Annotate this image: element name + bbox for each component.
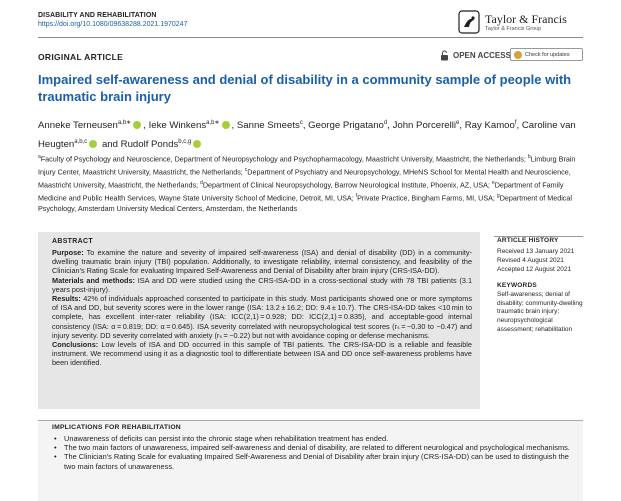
revised-date: Revised 4 August 2021 bbox=[497, 257, 564, 264]
publisher-lamp-icon bbox=[458, 10, 480, 34]
article-history bbox=[497, 247, 574, 274]
list-item: • The Clinician's Rating Scale for evaluating Impaired Self-Awareness and Denial of Disability after brain injury (CRS-ISA-DD) can be used to distinguish the two main factors of unawareness. bbox=[52, 452, 572, 470]
author-name[interactable]: Rudolf Ponds bbox=[120, 139, 179, 151]
author-affiliation-marker: e bbox=[456, 120, 460, 126]
header-rule bbox=[38, 37, 583, 38]
list-item: • Unawareness of deficits can persist into the chronic stage when rehabilitation treatment has ended. bbox=[52, 434, 572, 443]
author-affiliation-marker: f bbox=[514, 120, 517, 126]
check-updates-icon bbox=[514, 51, 522, 59]
purpose-text: To examine the nature and severity of impaired self-awareness (ISA) and denial of disability (DD) in a community-dwelling traumatic brain injury (TBI) population. Additionally, to investigate reliability, internal consistency, and feasibility of the Clinician's Rating Scale for evaluating Impaired Self-Awareness and Denial of Disability after brain injury (CRS-ISA-DD). bbox=[52, 248, 472, 276]
results-label: Results: bbox=[52, 294, 81, 304]
publisher-name: Taylor & Francis bbox=[485, 12, 567, 26]
article-title: Impaired self-awareness and denial of disability in a community sample of people with traumatic brain injury bbox=[38, 72, 572, 104]
orcid-icon[interactable] bbox=[222, 121, 230, 129]
author-name[interactable]: Sanne Smeets bbox=[236, 120, 300, 132]
author-name[interactable]: George Prigatano bbox=[308, 120, 384, 132]
implications-heading: IMPLICATIONS FOR REHABILITATION bbox=[52, 424, 181, 431]
affiliation-marker: d bbox=[200, 179, 203, 186]
open-access-lock-icon bbox=[440, 50, 449, 61]
check-for-updates-button[interactable] bbox=[510, 48, 583, 61]
author-name[interactable]: Ieke Winkens bbox=[148, 120, 207, 132]
affiliation-text: Private Practice, Bingham Farms, MI, USA; bbox=[357, 193, 497, 203]
conclusions-label: Conclusions: bbox=[52, 340, 99, 350]
results-text: 42% of individuals approached consented to participate in this study. Most participants showed one or more symptoms of ISA and DD, but severity scores were in the lower range (ISA: 13.2 ± 16.2; DD: 9.4 ± 10.7). The CRS-ISA-DD takes <10 min to complete, has excellent inter-rater reliability (ISA: ICC(2,1) = 0.928; DD: ICC(2,1) = 0.835), and acceptable-good internal consistency (ISA: α = 0.819; DD: α = 0.645). ISA severity correlated with neuropsychological test scores (rₛ = −0.30 to −0.47) and injury severity. DD severity correlated with anxiety (rₛ = −0.22) but not with avoidance coping or defense mechanisms. bbox=[52, 294, 472, 340]
implications-list bbox=[52, 434, 572, 471]
affiliation-marker: b bbox=[527, 154, 531, 160]
author-name[interactable]: John Porcerelli bbox=[392, 120, 457, 132]
author-affiliation-marker: b,c,g bbox=[178, 139, 192, 146]
affiliation-text: Department of Psychiatry and Neuropsychology, MHeNS School for Mental Health and Neuroscience, Maastricht University, Maastricht, the Netherlands; bbox=[38, 167, 571, 190]
author-name[interactable]: Caroline van Heugten bbox=[38, 120, 576, 151]
orcid-icon[interactable] bbox=[193, 140, 201, 148]
conclusions-text: Low levels of ISA and DD occurred in this sample of TBI patients. The CRS-ISA-DD is a reliable and feasible instrument. We recommend using it as a diagnostic tool to differentiate between ISA and DD once self-awareness problems have been identified. bbox=[52, 340, 472, 368]
publisher-logo[interactable] bbox=[458, 10, 598, 38]
author-affiliation-marker: c bbox=[299, 120, 303, 126]
affiliation-marker: f bbox=[355, 192, 358, 199]
affiliation-text: Department of Family Medicine and Public Health Services, Wayne State University School of Medicine, Detroit, MI, USA; bbox=[38, 180, 564, 203]
author-affiliation-marker: d bbox=[383, 120, 388, 126]
author-affiliation-marker: a,b,c bbox=[74, 139, 88, 146]
article-history-heading: ARTICLE HISTORY bbox=[497, 237, 559, 244]
abstract-body bbox=[52, 248, 472, 368]
author-affiliation-marker: a,b∗ bbox=[117, 120, 132, 126]
open-access-label: OPEN ACCESS bbox=[453, 51, 511, 60]
keywords-heading: KEYWORDS bbox=[497, 282, 537, 289]
affiliations bbox=[38, 152, 583, 215]
methods-text: ISA and DD were studied using the CRS-ISA-DD in a cross-sectional study with 78 TBI patients (3.1 years post-injury). bbox=[52, 275, 472, 294]
author-list: Anneke Terneusen$^{a,b∗}$ , Ieke Winkens$^{a,b∗}$ , Sanne Smeets$^c$, George Prigatano$^d$, John Porcerelli$^e$, Ray Kamoo$^f$, Caroline van Heugten$^{a,b,c}$ and Rudolf Ponds$^{b,c,g}$ bbox=[38, 120, 576, 151]
author-affiliation-marker: a,b∗ bbox=[206, 120, 220, 126]
purpose-label: Purpose: bbox=[52, 248, 84, 257]
doi-link[interactable]: https://doi.org/10.1080/09638288.2021.1970247 bbox=[38, 21, 188, 28]
keywords-text: Self-awareness; denial of disability; community-dwelling traumatic brain injury; neuropsychological assessment; rehabilitation bbox=[497, 291, 583, 333]
accepted-date: Accepted 12 August 2021 bbox=[497, 266, 572, 273]
affiliation-text: Limburg Brain Injury Center, Maastricht University, Maastricht, the Netherlands; bbox=[38, 154, 576, 177]
affiliation-text: Department of Clinical Neuropsychology, Barrow Neurological Institute, Phoenix, AZ, USA; bbox=[202, 180, 492, 190]
abstract-heading: ABSTRACT bbox=[52, 238, 93, 245]
affiliation-text: Faculty of Psychology and Neuroscience, Department of Neuropsychology and Psychopharmacology, Maastricht University, Maastricht, the Netherlands; bbox=[40, 154, 528, 164]
orcid-icon[interactable] bbox=[89, 140, 97, 148]
check-updates-label: Check for updates bbox=[525, 52, 570, 58]
affiliation-marker: a bbox=[38, 154, 41, 160]
received-date: Received 13 January 2021 bbox=[497, 248, 575, 255]
affiliation-text: Department of Medical Psychology, Amsterdam University Medical Centers, Amsterdam, the Netherlands bbox=[38, 193, 572, 213]
affiliation-marker: e bbox=[491, 179, 495, 186]
affiliation-marker: g bbox=[496, 192, 500, 199]
article-type: ORIGINAL ARTICLE bbox=[38, 52, 124, 62]
author-name[interactable]: Ray Kamoo bbox=[464, 120, 515, 132]
list-item: • The two main factors of unawareness, impaired self-awareness and denial of disability, are related to different neurological and psychological mechanisms. bbox=[52, 443, 572, 452]
journal-name: DISABILITY AND REHABILITATION bbox=[38, 12, 157, 19]
affiliation-marker: c bbox=[244, 166, 248, 173]
author-name[interactable]: Anneke Terneusen bbox=[38, 120, 118, 132]
orcid-icon[interactable] bbox=[133, 121, 141, 129]
publisher-group: Taylor & Francis Group bbox=[485, 26, 542, 32]
methods-label: Materials and methods: bbox=[52, 275, 135, 285]
